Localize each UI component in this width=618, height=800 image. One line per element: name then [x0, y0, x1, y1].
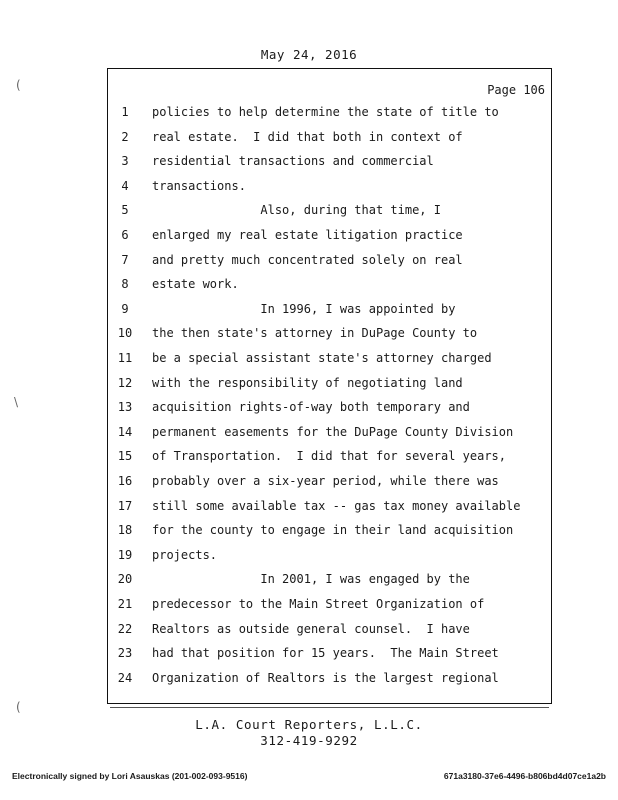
document-hash: 671a3180-37e6-4496-b806bd4d07ce1a2b	[443, 771, 606, 781]
line-text: transactions.	[152, 178, 246, 193]
electronic-signature-text: Electronically signed by Lori Asauskas (201-002-093-9516)	[12, 771, 248, 781]
line-number: 10	[117, 326, 133, 341]
line-number: 20	[117, 572, 133, 587]
line-number: 11	[117, 351, 133, 365]
line-number: 1	[121, 105, 129, 119]
transcript-line	[108, 326, 548, 346]
transcript-line	[108, 154, 548, 174]
reporter-phone: 312-419-9292	[260, 733, 358, 748]
line-number: 5	[121, 203, 129, 218]
line-number: 18	[117, 523, 133, 538]
transcript-line	[108, 400, 548, 420]
line-text: policies to help determine the state of title to	[152, 105, 499, 119]
line-number: 7	[121, 252, 129, 267]
line-number: 14	[117, 424, 133, 439]
transcript-line	[108, 376, 548, 396]
line-number: 22	[117, 621, 133, 636]
line-text: the then state's attorney in DuPage County to	[152, 326, 478, 341]
line-text: with the responsibility of negotiating land	[152, 375, 463, 390]
line-number: 9	[121, 301, 129, 316]
line-text: real estate. I did that both in context of	[152, 129, 463, 144]
transcript-line	[108, 302, 548, 322]
line-text: In 1996, I was appointed by	[152, 301, 456, 316]
line-text: had that position for 15 years. The Main Street	[152, 646, 499, 661]
line-text: acquisition rights-of-way both temporary and	[152, 400, 470, 415]
line-text: enlarged my real estate litigation practice	[152, 228, 463, 242]
scan-mark-icon: \	[14, 395, 19, 409]
scan-mark-icon: (	[16, 700, 21, 714]
line-number: 24	[117, 670, 133, 685]
line-text: In 2001, I was engaged by the	[152, 572, 470, 587]
scan-mark-icon: (	[16, 78, 21, 92]
transcript-line	[108, 646, 548, 666]
transcript-line	[108, 425, 548, 445]
line-text: permanent easements for the DuPage County Division	[152, 424, 514, 439]
line-text: and pretty much concentrated solely on real	[152, 252, 463, 267]
line-number: 2	[121, 129, 129, 144]
line-text: Also, during that time, I	[152, 203, 441, 218]
transcript-line	[108, 179, 548, 199]
transcript-line	[108, 523, 548, 543]
line-text: estate work.	[152, 277, 239, 292]
transcript-line	[108, 130, 548, 150]
transcript-line	[108, 474, 548, 494]
transcript-line	[108, 499, 548, 519]
line-text: projects.	[152, 547, 218, 562]
line-number: 21	[117, 597, 133, 611]
line-number: 17	[117, 498, 133, 513]
transcript-date: May 24, 2016	[260, 47, 358, 62]
transcript-line	[108, 622, 548, 642]
transcript-line	[108, 597, 548, 617]
line-number: 23	[117, 646, 133, 661]
line-number: 8	[121, 277, 129, 292]
line-number: 3	[121, 154, 129, 169]
transcript-page-frame	[107, 68, 552, 704]
transcript-line	[108, 671, 548, 691]
transcript-line	[108, 105, 548, 125]
transcript-line	[108, 548, 548, 568]
line-text: be a special assistant state's attorney charged	[152, 351, 492, 365]
line-text: Realtors as outside general counsel. I have	[152, 621, 470, 636]
transcript-line	[108, 253, 548, 273]
line-number: 12	[117, 375, 133, 390]
line-number: 16	[117, 474, 133, 488]
reporter-company: L.A. Court Reporters, L.L.C.	[195, 717, 423, 732]
line-text: of Transportation. I did that for several years,	[152, 449, 507, 464]
line-number: 4	[121, 178, 129, 193]
line-text: predecessor to the Main Street Organization of	[152, 597, 485, 611]
line-number: 19	[117, 547, 133, 562]
transcript-line	[108, 351, 548, 371]
line-number: 6	[121, 228, 129, 242]
line-text: residential transactions and commercial	[152, 154, 434, 169]
transcript-line	[108, 228, 548, 248]
transcript-line	[108, 572, 548, 592]
transcript-line	[108, 449, 548, 469]
line-text: still some available tax -- gas tax money available	[152, 498, 521, 513]
transcript-line	[108, 277, 548, 297]
line-text: Organization of Realtors is the largest regional	[152, 670, 499, 685]
line-text: for the county to engage in their land acquisition	[152, 523, 514, 538]
page-number: Page 106	[487, 83, 545, 97]
line-text: probably over a six-year period, while there was	[152, 474, 499, 488]
transcript-line	[108, 203, 548, 223]
line-number: 15	[117, 449, 133, 464]
line-number: 13	[117, 400, 133, 415]
